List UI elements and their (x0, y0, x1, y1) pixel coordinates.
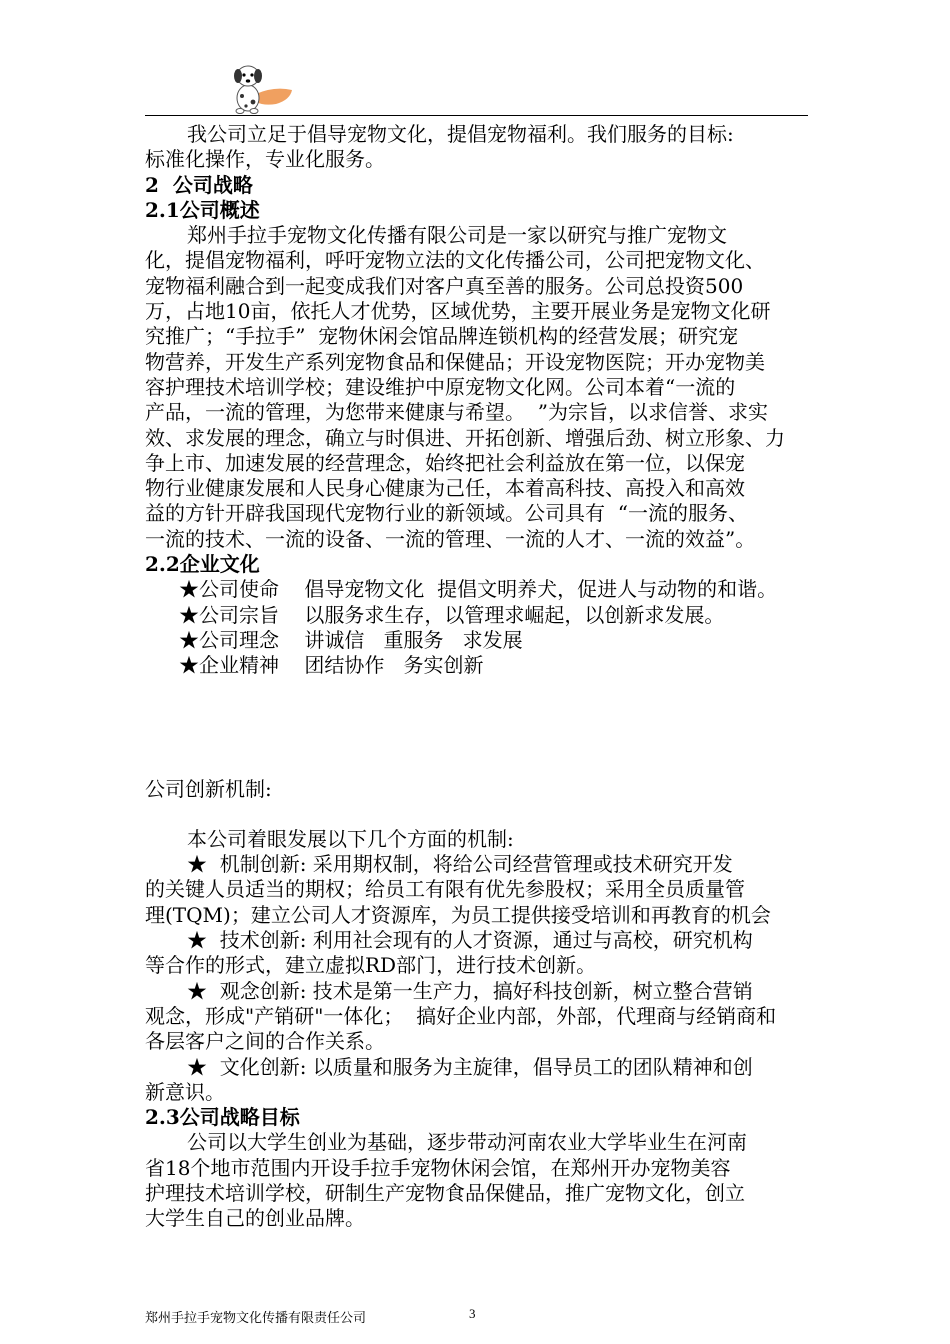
innovation-line: 等合作的形式，建立虚拟RD部门，进行技术创新。 (145, 953, 597, 978)
overview-line: 效、求发展的理念，确立与时俱进、开拓创新、增强后劲、树立形象、力 (145, 425, 785, 450)
dalmatian-dog-logo-icon (226, 60, 294, 116)
footer-company: 郑州手拉手宠物文化传播有限责任公司 (145, 1311, 367, 1326)
section-2-3-title: 2.3公司战略目标 (145, 1105, 300, 1130)
overview-line: 一流的技术、一流的设备、一流的管理、一流的人才、一流的效益”。 (145, 526, 756, 551)
innovation-line: 各层客户之间的合作关系。 (145, 1029, 385, 1054)
overview-line: 宠物福利融合到一起变成我们对客户真至善的服务。公司总投资500 (145, 273, 744, 298)
innovation-line: ★ 机制创新: 采用期权制，将给公司经营管理或技术研究开发 (187, 852, 733, 877)
culture-item: ★公司宗旨 以服务求生存，以管理求崛起，以创新求发展。 (179, 602, 725, 627)
section-2-1-title: 2.1公司概述 (145, 197, 260, 222)
innovation-line: ★ 文化创新: 以质量和服务为主旋律，倡导员工的团队精神和创 (187, 1054, 753, 1079)
intro-line-1: 我公司立足于倡导宠物文化，提倡宠物福利。我们服务的目标: (187, 122, 734, 146)
goal-line: 大学生自己的创业品牌。 (145, 1206, 365, 1231)
goal-paragraph (145, 1130, 808, 1231)
innovation-paragraph (145, 852, 808, 1105)
goal-line: 公司以大学生创业为基础，逐步带动河南农业大学毕业生在河南 (187, 1130, 747, 1155)
section-2-2-title: 2.2企业文化 (145, 552, 260, 577)
overview-line: 争上市、加速发展的经营理念，始终把社会利益放在第一位，以保宠 (145, 450, 745, 475)
culture-list (145, 577, 808, 678)
overview-line: 万，占地10亩，依托人才优势，区域优势，主要开展业务是宠物文化研 (145, 299, 771, 324)
innovation-line: ★ 观念创新: 技术是第一生产力，搞好科技创新，树立整合营销 (187, 978, 753, 1003)
section-2-title: 2 公司战略 (145, 172, 253, 197)
culture-item: ★公司理念 讲诚信 重服务 求发展 (179, 627, 523, 652)
goal-line: 省18个地市范围内开设手拉手宠物休闲会馆，在郑州开办宠物美容 (145, 1155, 731, 1180)
overview-paragraph (145, 223, 808, 552)
culture-item: ★公司使命 倡导宠物文化 提倡文明养犬，促进人与动物的和谐。 (179, 577, 778, 602)
innovation-line: ★ 技术创新: 利用社会现有的人才资源，通过与高校，研究机构 (187, 928, 753, 953)
overview-line: 化，提倡宠物福利，呼吁宠物立法的文化传播公司，公司把宠物文化、 (145, 248, 765, 273)
culture-item: ★企业精神 团结协作 务实创新 (179, 653, 484, 678)
innovation-title: 公司创新机制: (145, 776, 272, 801)
overview-line: 郑州手拉手宠物文化传播有限公司是一家以研究与推广宠物文 (187, 223, 727, 248)
innovation-intro: 本公司着眼发展以下几个方面的机制: (187, 826, 514, 851)
header-rule (145, 115, 808, 116)
overview-line: 究推广；“手拉手” 宠物休闲会馆品牌连锁机构的经营发展；研究宠 (145, 324, 739, 349)
overview-line: 物行业健康发展和人民身心健康为己任，本着高科技、高投入和高效 (145, 476, 745, 501)
overview-line: 益的方针开辟我国现代宠物行业的新领域。公司具有 “一流的服务、 (145, 501, 748, 526)
innovation-line: 新意识。 (145, 1079, 225, 1104)
goal-line: 护理技术培训学校，研制生产宠物食品保健品，推广宠物文化，创立 (145, 1180, 745, 1205)
document-body (145, 122, 808, 1232)
page-number: 3 (469, 1306, 476, 1321)
innovation-line: 的关键人员适当的期权；给员工有限有优先参股权；采用全员质量管 (145, 877, 745, 902)
overview-line: 产品，一流的管理，为您带来健康与希望。 ”为宗旨，以求信誉、求实 (145, 400, 768, 425)
overview-line: 容护理技术培训学校；建设维护中原宠物文化网。公司本着“一流的 (145, 374, 736, 399)
innovation-line: 理(TQM)；建立公司人才资源库，为员工提供接受培训和再教育的机会 (145, 902, 771, 927)
intro-line-2: 标准化操作，专业化服务。 (145, 147, 385, 172)
innovation-line: 观念，形成"产销研"一体化； 搞好企业内部，外部，代理商与经销商和 (145, 1003, 777, 1028)
overview-line: 物营养，开发生产系列宠物食品和保健品；开设宠物医院；开办宠物美 (145, 349, 765, 374)
